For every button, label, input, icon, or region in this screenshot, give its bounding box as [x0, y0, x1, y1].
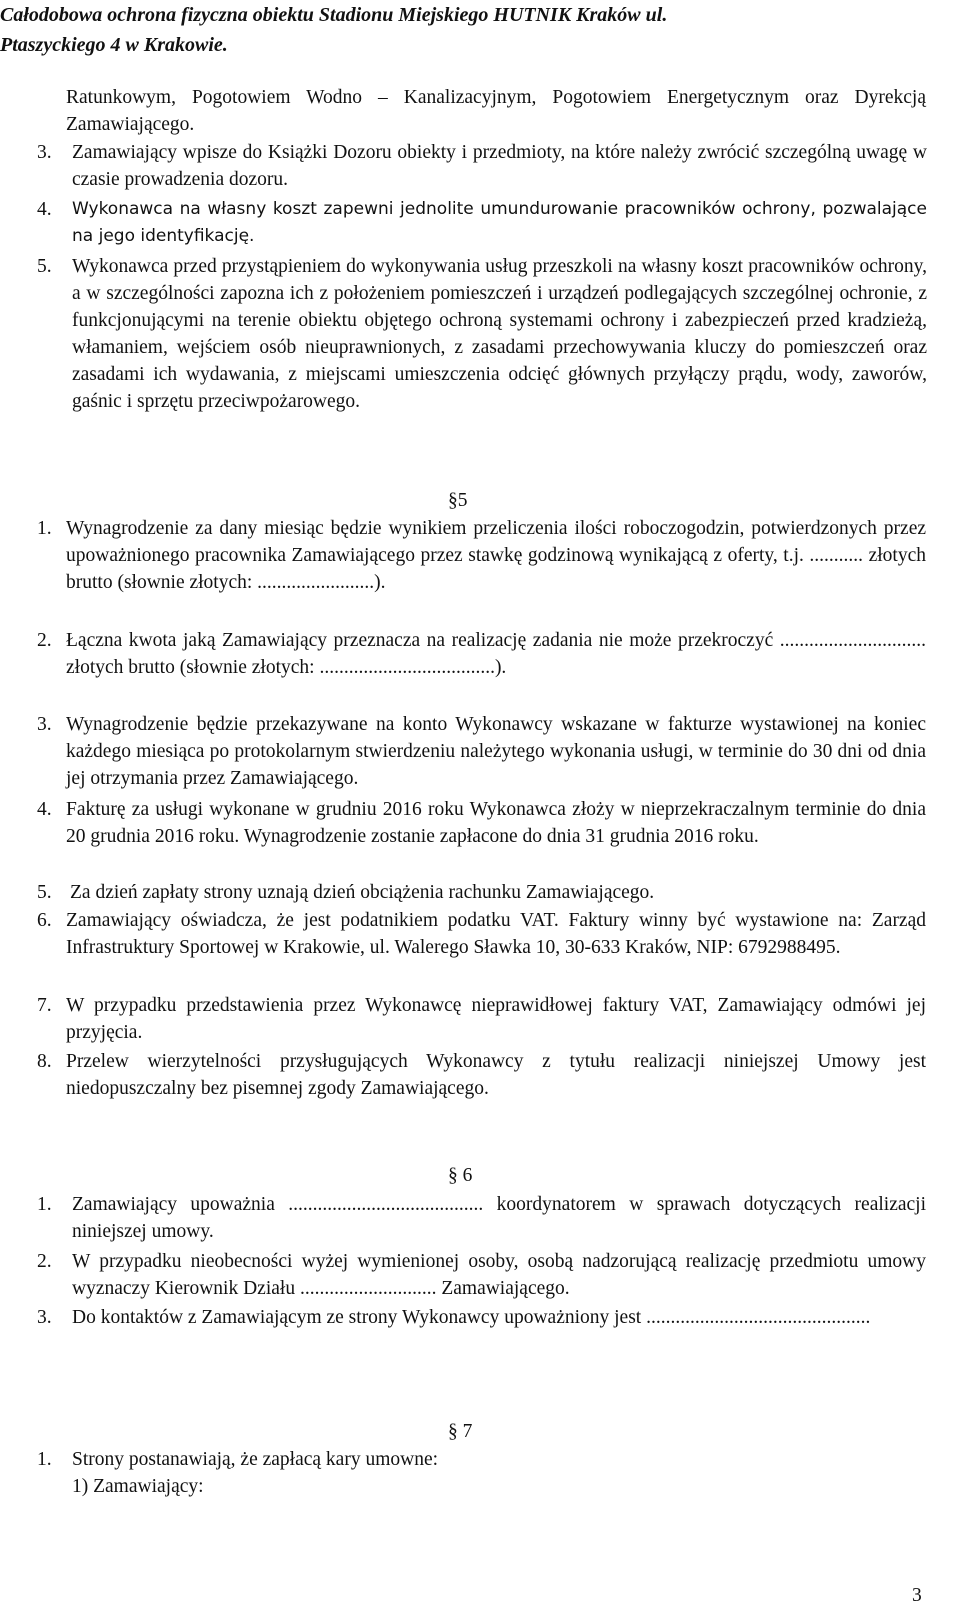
- s6-item-3: [72, 1304, 926, 1331]
- s5-item-8-number: 8.: [37, 1051, 52, 1072]
- s5-item-8-text: Przelew wierzytelności przysługujących Wykonawcy z tytułu realizacji niniejszej Umowy jest niedopuszczalny bez pisemnej zgody Zamawiającego.: [66, 1051, 926, 1099]
- s6-item-3-number: 3.: [37, 1307, 52, 1328]
- s6-item-1-number: 1.: [37, 1194, 52, 1215]
- header-line-1: Całodobowa ochrona fizyczna obiektu Stadionu Miejskiego HUTNIK Kraków ul.: [0, 4, 668, 26]
- s6-item-2-text: W przypadku nieobecności wyżej wymienionej osoby, osobą nadzorującą realizację przedmiotu umowy wyznaczy Kierownik Działu ............................ Zamawiającego.: [72, 1251, 926, 1299]
- section-5-heading: §5: [448, 490, 468, 511]
- s6-item-1-text: Zamawiający upoważnia ........................................ koordynatorem w sprawach dotyczących realizacji niniejszej umowy.: [72, 1194, 926, 1242]
- s5-item-3: [66, 711, 926, 792]
- item-5: [72, 253, 927, 415]
- s5-item-5-text: Za dzień zapłaty strony uznają dzień obciążenia rachunku Zamawiającego.: [70, 882, 655, 903]
- s7-sub-item-1: [72, 1473, 926, 1500]
- section-5-number: 5: [457, 490, 468, 511]
- section-7-heading: § 7: [448, 1421, 473, 1442]
- s5-item-6-text: Zamawiający oświadcza, że jest podatnikiem podatku VAT. Faktury winny być wystawione na: Zarząd Infrastruktury Sportowej w Krakowie, ul. Walerego Sławka 10, 30-633 Kraków, NIP: 6792988495.: [66, 910, 926, 958]
- s5-item-6: [66, 907, 926, 961]
- s5-item-4-text: Fakturę za usługi wykonane w grudniu 2016 roku Wykonawca złoży w nieprzekraczalnym terminie do dnia 20 grudnia 2016 roku. Wynagrodzenie zostanie zapłacone do dnia 31 grudnia 2016 roku.: [66, 799, 926, 847]
- item-3-number: 3.: [37, 142, 52, 163]
- item-4-number: 4.: [37, 199, 52, 220]
- item-3-text: Zamawiający wpisze do Książki Dozoru obiekty i przedmioty, na które należy zwrócić szczególną uwagę w czasie prowadzenia dozoru.: [72, 142, 927, 190]
- s5-item-4-number: 4.: [37, 799, 52, 820]
- s5-item-7: [66, 992, 926, 1046]
- s6-item-2-number: 2.: [37, 1251, 52, 1272]
- item-5-text: Wykonawca przed przystąpieniem do wykonywania usług przeszkoli na własny koszt pracowników ochrony, a w szczególności zapozna ich z położeniem pomieszczeń i urządzeń podlegających szczególnej ochronie, z funkcjonującymi na terenie obiektu objętego ochroną systemami ochrony i zabezpieczeń przed kradzieżą, włamaniem, wejściem osób nieuprawnionych, z zasadami przechowywania kluczy do pomieszczeń oraz zasadami ich wydawania, z miejscami umieszczenia odcięć głównych przyłączy prądu, wody, zaworów, gaśnic i sprzętu przeciwpożarowego.: [72, 256, 927, 412]
- s6-item-1: [72, 1191, 926, 1245]
- s7-sub-item-1-text: 1) Zamawiający:: [72, 1476, 204, 1497]
- s6-item-2: [72, 1248, 926, 1302]
- item-5-number: 5.: [37, 256, 52, 277]
- section-6-number: 6: [462, 1165, 473, 1186]
- s6-item-3-text: Do kontaktów z Zamawiającym ze strony Wykonawcy upoważniony jest ..............................................: [72, 1307, 871, 1328]
- item-2-continuation-text: Ratunkowym, Pogotowiem Wodno – Kanalizacyjnym, Pogotowiem Energetycznym oraz Dyrekcją Zamawiającego.: [66, 87, 926, 135]
- s5-item-3-text: Wynagrodzenie będzie przekazywane na konto Wykonawcy wskazane w fakturze wystawionej na koniec każdego miesiąca po protokolarnym stwierdzeniu należytego wykonania usługi, w terminie do 30 dni od dnia jej otrzymania przez Zamawiającego.: [66, 714, 926, 789]
- section-7-number: 7: [462, 1421, 473, 1442]
- page-number: 3: [912, 1585, 922, 1606]
- s5-item-5-number: 5.: [37, 882, 52, 903]
- s5-item-2-text: Łączna kwota jaką Zamawiający przeznacza na realizację zadania nie może przekroczyć .............................. złotych brutto (słownie złotych: ....................................).: [66, 630, 926, 678]
- item-2-continuation: [66, 84, 926, 138]
- s5-item-4: [66, 796, 926, 850]
- item-4: [72, 196, 927, 250]
- s7-item-1: [72, 1446, 926, 1473]
- s5-item-1-number: 1.: [37, 518, 52, 539]
- header-line-2: Ptaszyckiego 4 w Krakowie.: [0, 34, 228, 56]
- s5-item-1: [66, 515, 926, 596]
- s5-item-5: [70, 879, 926, 906]
- s5-item-7-text: W przypadku przedstawienia przez Wykonawcę nieprawidłowej faktury VAT, Zamawiający odmówi jej przyjęcia.: [66, 995, 926, 1043]
- s5-item-1-text: Wynagrodzenie za dany miesiąc będzie wynikiem przeliczenia ilości roboczogodzin, potwierdzonych przez upoważnionego pracownika Zamawiającego przez stawkę godzinową wynikającą z oferty, t.j. ........... złotych brutto (słownie złotych: ........................).: [66, 518, 926, 593]
- s7-item-1-text: Strony postanawiają, że zapłacą kary umowne:: [72, 1449, 439, 1470]
- section-6-heading: § 6: [448, 1165, 473, 1186]
- s5-item-2-number: 2.: [37, 630, 52, 651]
- s5-item-6-number: 6.: [37, 910, 52, 931]
- s5-item-7-number: 7.: [37, 995, 52, 1016]
- s7-item-1-number: 1.: [37, 1449, 52, 1470]
- item-3: [72, 139, 927, 193]
- s5-item-8: [66, 1048, 926, 1102]
- document-header: [0, 0, 860, 60]
- s5-item-2: [66, 627, 926, 681]
- s5-item-3-number: 3.: [37, 714, 52, 735]
- item-4-text: Wykonawca na własny koszt zapewni jednolite umundurowanie pracowników ochrony, pozwalające na jego identyfikację.: [72, 199, 927, 246]
